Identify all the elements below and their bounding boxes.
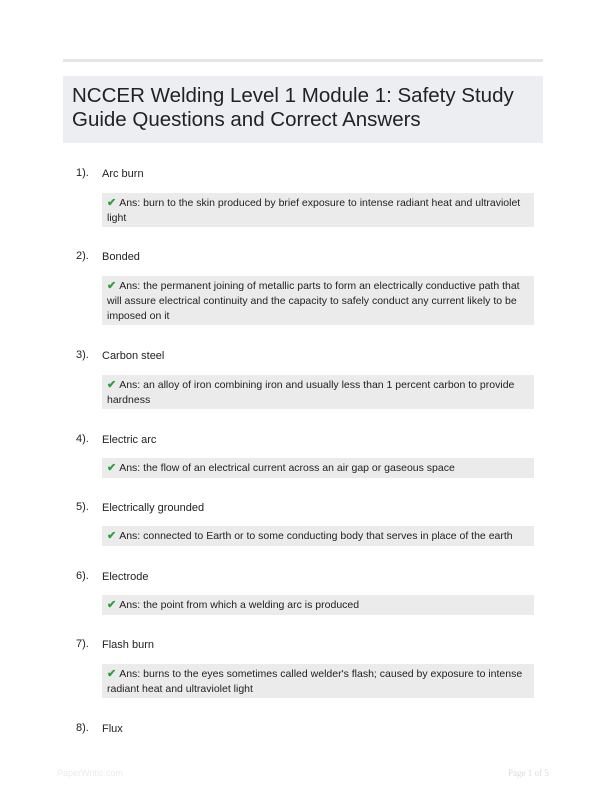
footer-watermark: PaperWritic.com [57, 768, 123, 778]
checkmark-icon: ✔ [107, 379, 117, 391]
answer-box [102, 193, 534, 227]
answer-text: Ans: the flow of an electrical current across an air gap or gaseous space [119, 462, 455, 474]
question-number: 4). [76, 433, 89, 445]
answer-box [102, 526, 534, 546]
question-term: Electrically grounded [102, 502, 205, 514]
answer-text: Ans: burn to the skin produced by brief exposure to intense radiant heat and ultraviolet light [107, 197, 521, 225]
checkmark-icon: ✔ [107, 197, 117, 209]
answer-text: Ans: burns to the eyes sometimes called welder's flash; caused by exposure to intense radiant heat and ultraviolet light [107, 668, 523, 696]
checkmark-icon: ✔ [107, 668, 117, 680]
answer-box [102, 458, 534, 478]
top-divider [63, 59, 543, 62]
question-number: 6). [76, 570, 89, 582]
question-number: 5). [76, 501, 89, 513]
question-term: Arc burn [102, 168, 144, 180]
question-term: Bonded [102, 251, 140, 263]
checkmark-icon: ✔ [107, 530, 117, 542]
answer-text: Ans: an alloy of iron combining iron and usually less than 1 percent carbon to provide hardness [107, 379, 515, 407]
answer-text: Ans: the permanent joining of metallic parts to form an electrically conductive path that will assure electrical continuity and the capacity to safely conduct any current likely to be imposed on it [107, 280, 520, 323]
title-banner [63, 76, 543, 143]
document-title: NCCER Welding Level 1 Module 1: Safety Study Guide Questions and Correct Answers [72, 84, 514, 131]
question-term: Flux [102, 723, 123, 735]
page-number: Page 1 of 5 [508, 768, 549, 778]
answer-text: Ans: connected to Earth or to some conducting body that serves in place of the earth [119, 530, 513, 542]
question-term: Electric arc [102, 434, 157, 446]
answer-box [102, 664, 534, 698]
question-term: Carbon steel [102, 350, 165, 362]
question-term: Electrode [102, 571, 149, 583]
question-number: 7). [76, 638, 89, 650]
question-number: 2). [76, 250, 89, 262]
question-number: 1). [76, 167, 89, 179]
answer-box [102, 276, 534, 325]
question-number: 3). [76, 349, 89, 361]
checkmark-icon: ✔ [107, 280, 117, 292]
answer-text: Ans: the point from which a welding arc is produced [119, 599, 360, 611]
checkmark-icon: ✔ [107, 462, 117, 474]
checkmark-icon: ✔ [107, 599, 117, 611]
answer-box [102, 595, 534, 615]
answer-box [102, 375, 534, 409]
question-term: Flash burn [102, 639, 154, 651]
question-number: 8). [76, 722, 89, 734]
